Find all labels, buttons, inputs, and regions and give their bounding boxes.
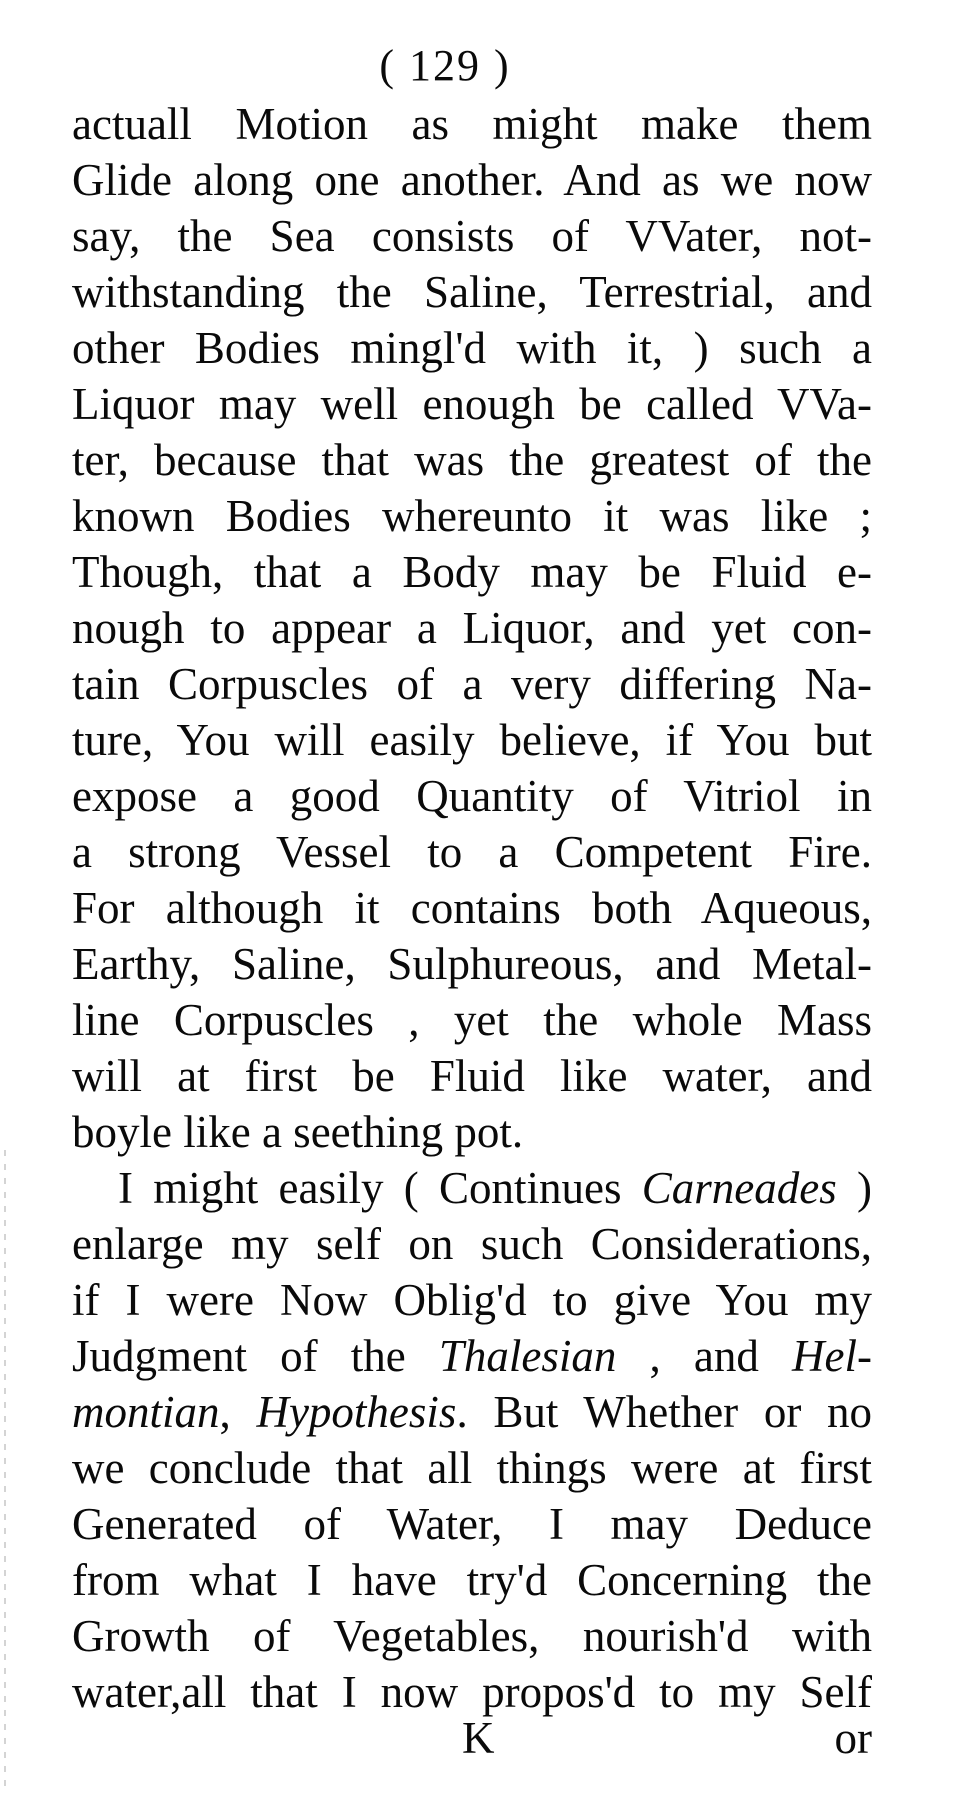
text-run: Judgment of the xyxy=(72,1331,439,1381)
text-line: Earthy, Saline, Sulphureous, and Metal- xyxy=(72,939,872,989)
text-line: a strong Vessel to a Competent Fire. xyxy=(72,827,872,877)
text-line: Liquor may well enough be called VVa- xyxy=(72,379,872,429)
text-line: For although it contains both Aqueous, xyxy=(72,883,872,933)
italic-term: Hel- xyxy=(792,1331,872,1381)
text-line: Generated of Water, I may Deduce xyxy=(72,1499,872,1549)
signature-mark: K xyxy=(462,1713,495,1763)
text-run: , and xyxy=(616,1331,793,1381)
text-line: if I were Now Oblig'd to give You my xyxy=(72,1275,872,1325)
text-line: we conclude that all things were at first xyxy=(72,1443,872,1493)
italic-name: Carneades xyxy=(641,1163,837,1213)
text-line: Growth of Vegetables, nourish'd with xyxy=(72,1611,872,1661)
catchword: or xyxy=(834,1713,872,1763)
text-line: from what I have try'd Concerning the xyxy=(72,1555,872,1605)
text-line: boyle like a seething pot. xyxy=(72,1107,524,1157)
text-line: known Bodies whereunto it was like ; xyxy=(72,491,872,541)
page-footer xyxy=(72,1710,872,1766)
text-line: Glide along one another. And as we now xyxy=(72,155,872,205)
text-line xyxy=(72,1160,872,1216)
text-line: water,all that I now propos'd to my Self xyxy=(72,1667,872,1717)
italic-term: Hypothesis xyxy=(256,1387,457,1437)
page-number: ( 129 ) xyxy=(379,41,511,90)
text-line: ture, You will easily believe, if You but xyxy=(72,715,872,765)
text-line: nough to appear a Liquor, and yet con- xyxy=(72,603,872,653)
body-text xyxy=(72,96,872,1720)
text-line: other Bodies mingl'd with it, ) such a xyxy=(72,323,872,373)
text-line: Though, that a Body may be Fluid e- xyxy=(72,547,872,597)
text-line xyxy=(72,1384,872,1440)
text-line: will at first be Fluid like water, and xyxy=(72,1051,872,1101)
text-run: I might easily ( Continues xyxy=(118,1163,642,1213)
italic-term: montian xyxy=(72,1387,220,1437)
page-edge-mark xyxy=(4,1150,6,1790)
text-line: line Corpuscles , yet the whole Mass xyxy=(72,995,872,1045)
text-run: . But Whether or no xyxy=(456,1387,872,1437)
text-line xyxy=(72,1328,872,1384)
italic-term: Thalesian xyxy=(438,1331,617,1381)
text-run: , xyxy=(219,1387,257,1437)
text-run: ) xyxy=(836,1163,872,1213)
text-line: tain Corpuscles of a very differing Na- xyxy=(72,659,872,709)
text-line: ter, because that was the greatest of the xyxy=(72,435,872,485)
text-line: withstanding the Saline, Terrestrial, and xyxy=(72,267,872,317)
text-line: enlarge my self on such Considerations, xyxy=(72,1219,872,1269)
text-line: actuall Motion as might make them xyxy=(72,99,872,149)
text-line: expose a good Quantity of Vitriol in xyxy=(72,771,872,821)
text-line: say, the Sea consists of VVater, not- xyxy=(72,211,872,261)
